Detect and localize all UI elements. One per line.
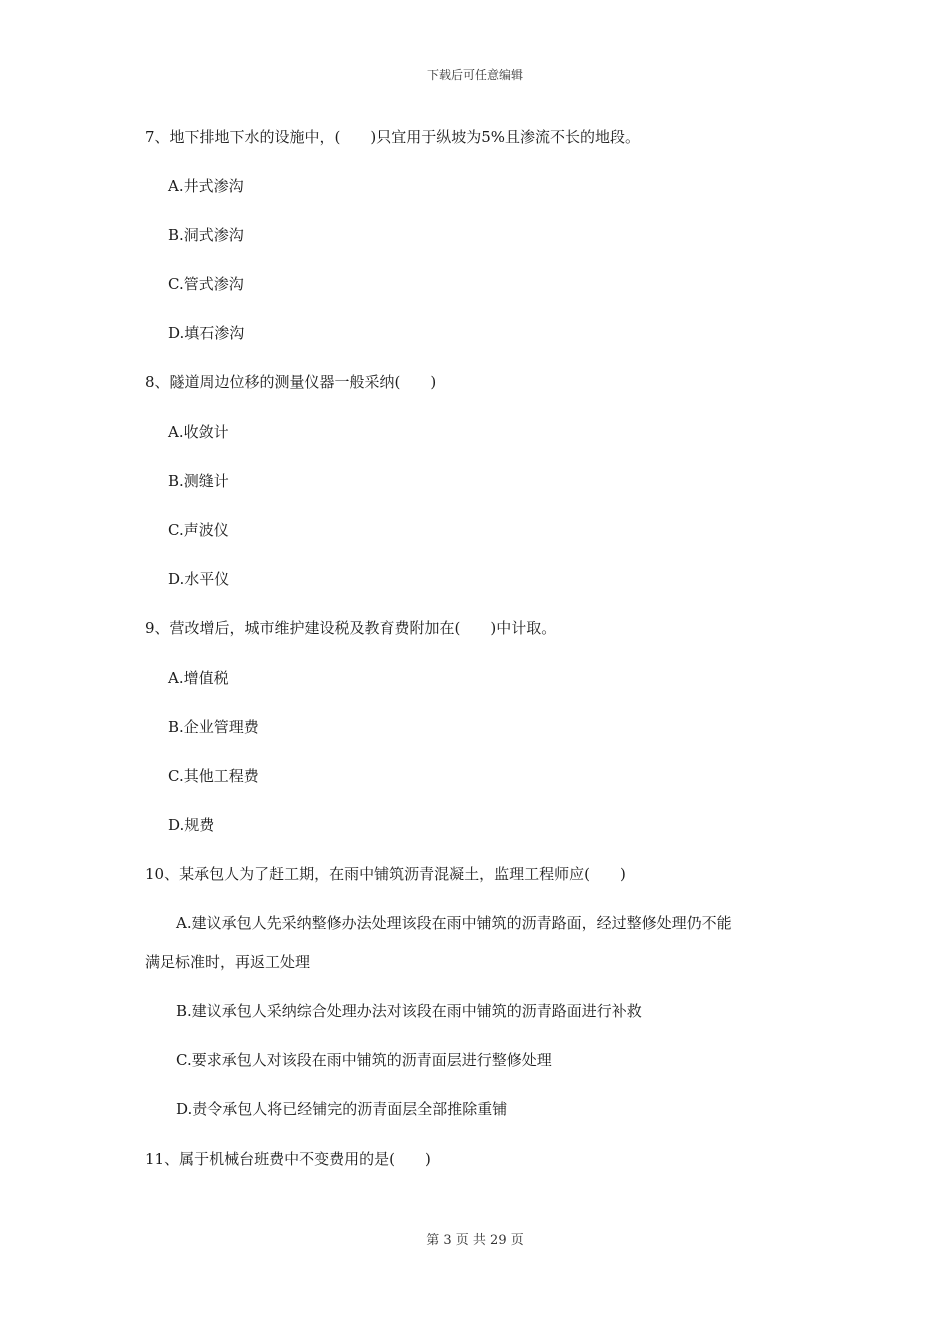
question-10-option-d: D.责令承包人将已经铺完的沥青面层全部推除重铺 bbox=[176, 1100, 508, 1118]
page-header: 下载后可任意编辑 bbox=[426, 68, 523, 82]
question-10-stem: 10、某承包人为了赶工期，在雨中铺筑沥青混凝土，监理工程师应( ) bbox=[145, 865, 626, 883]
question-10-option-a-continued: 满足标准时，再返工处理 bbox=[145, 953, 311, 971]
question-8-stem: 8、隧道周边位移的测量仪器一般采纳( ) bbox=[145, 373, 437, 391]
question-8-option-d: D.水平仪 bbox=[168, 570, 230, 588]
question-8-option-c: C.声波仪 bbox=[168, 521, 229, 539]
question-9-option-a: A.增值税 bbox=[168, 669, 229, 687]
question-7-option-d: D.填石渗沟 bbox=[168, 324, 245, 342]
page-footer: 第 3 页 共 29 页 bbox=[426, 1233, 524, 1248]
question-9-option-d: D.规费 bbox=[168, 816, 215, 834]
question-11-stem: 11、属于机械台班费中不变费用的是( ) bbox=[145, 1150, 431, 1168]
question-7-option-a: A.井式渗沟 bbox=[168, 177, 244, 195]
question-9-option-c: C.其他工程费 bbox=[168, 767, 259, 785]
question-7-stem: 7、地下排地下水的设施中，( )只宜用于纵坡为5%且渗流不长的地段。 bbox=[145, 128, 641, 146]
question-10-option-b: B.建议承包人采纳综合处理办法对该段在雨中铺筑的沥青路面进行补救 bbox=[176, 1002, 642, 1020]
question-8-option-a: A.收敛计 bbox=[168, 423, 229, 441]
question-7-option-b: B.洞式渗沟 bbox=[168, 226, 244, 244]
question-10-option-c: C.要求承包人对该段在雨中铺筑的沥青面层进行整修处理 bbox=[176, 1051, 552, 1069]
question-7-option-c: C.管式渗沟 bbox=[168, 275, 244, 293]
question-9-option-b: B.企业管理费 bbox=[168, 718, 259, 736]
question-9-stem: 9、营改增后，城市维护建设税及教育费附加在( )中计取。 bbox=[145, 619, 557, 637]
question-10-option-a: A.建议承包人先采纳整修办法处理该段在雨中铺筑的沥青路面，经过整修处理仍不能 bbox=[176, 914, 732, 932]
question-8-option-b: B.测缝计 bbox=[168, 472, 229, 490]
